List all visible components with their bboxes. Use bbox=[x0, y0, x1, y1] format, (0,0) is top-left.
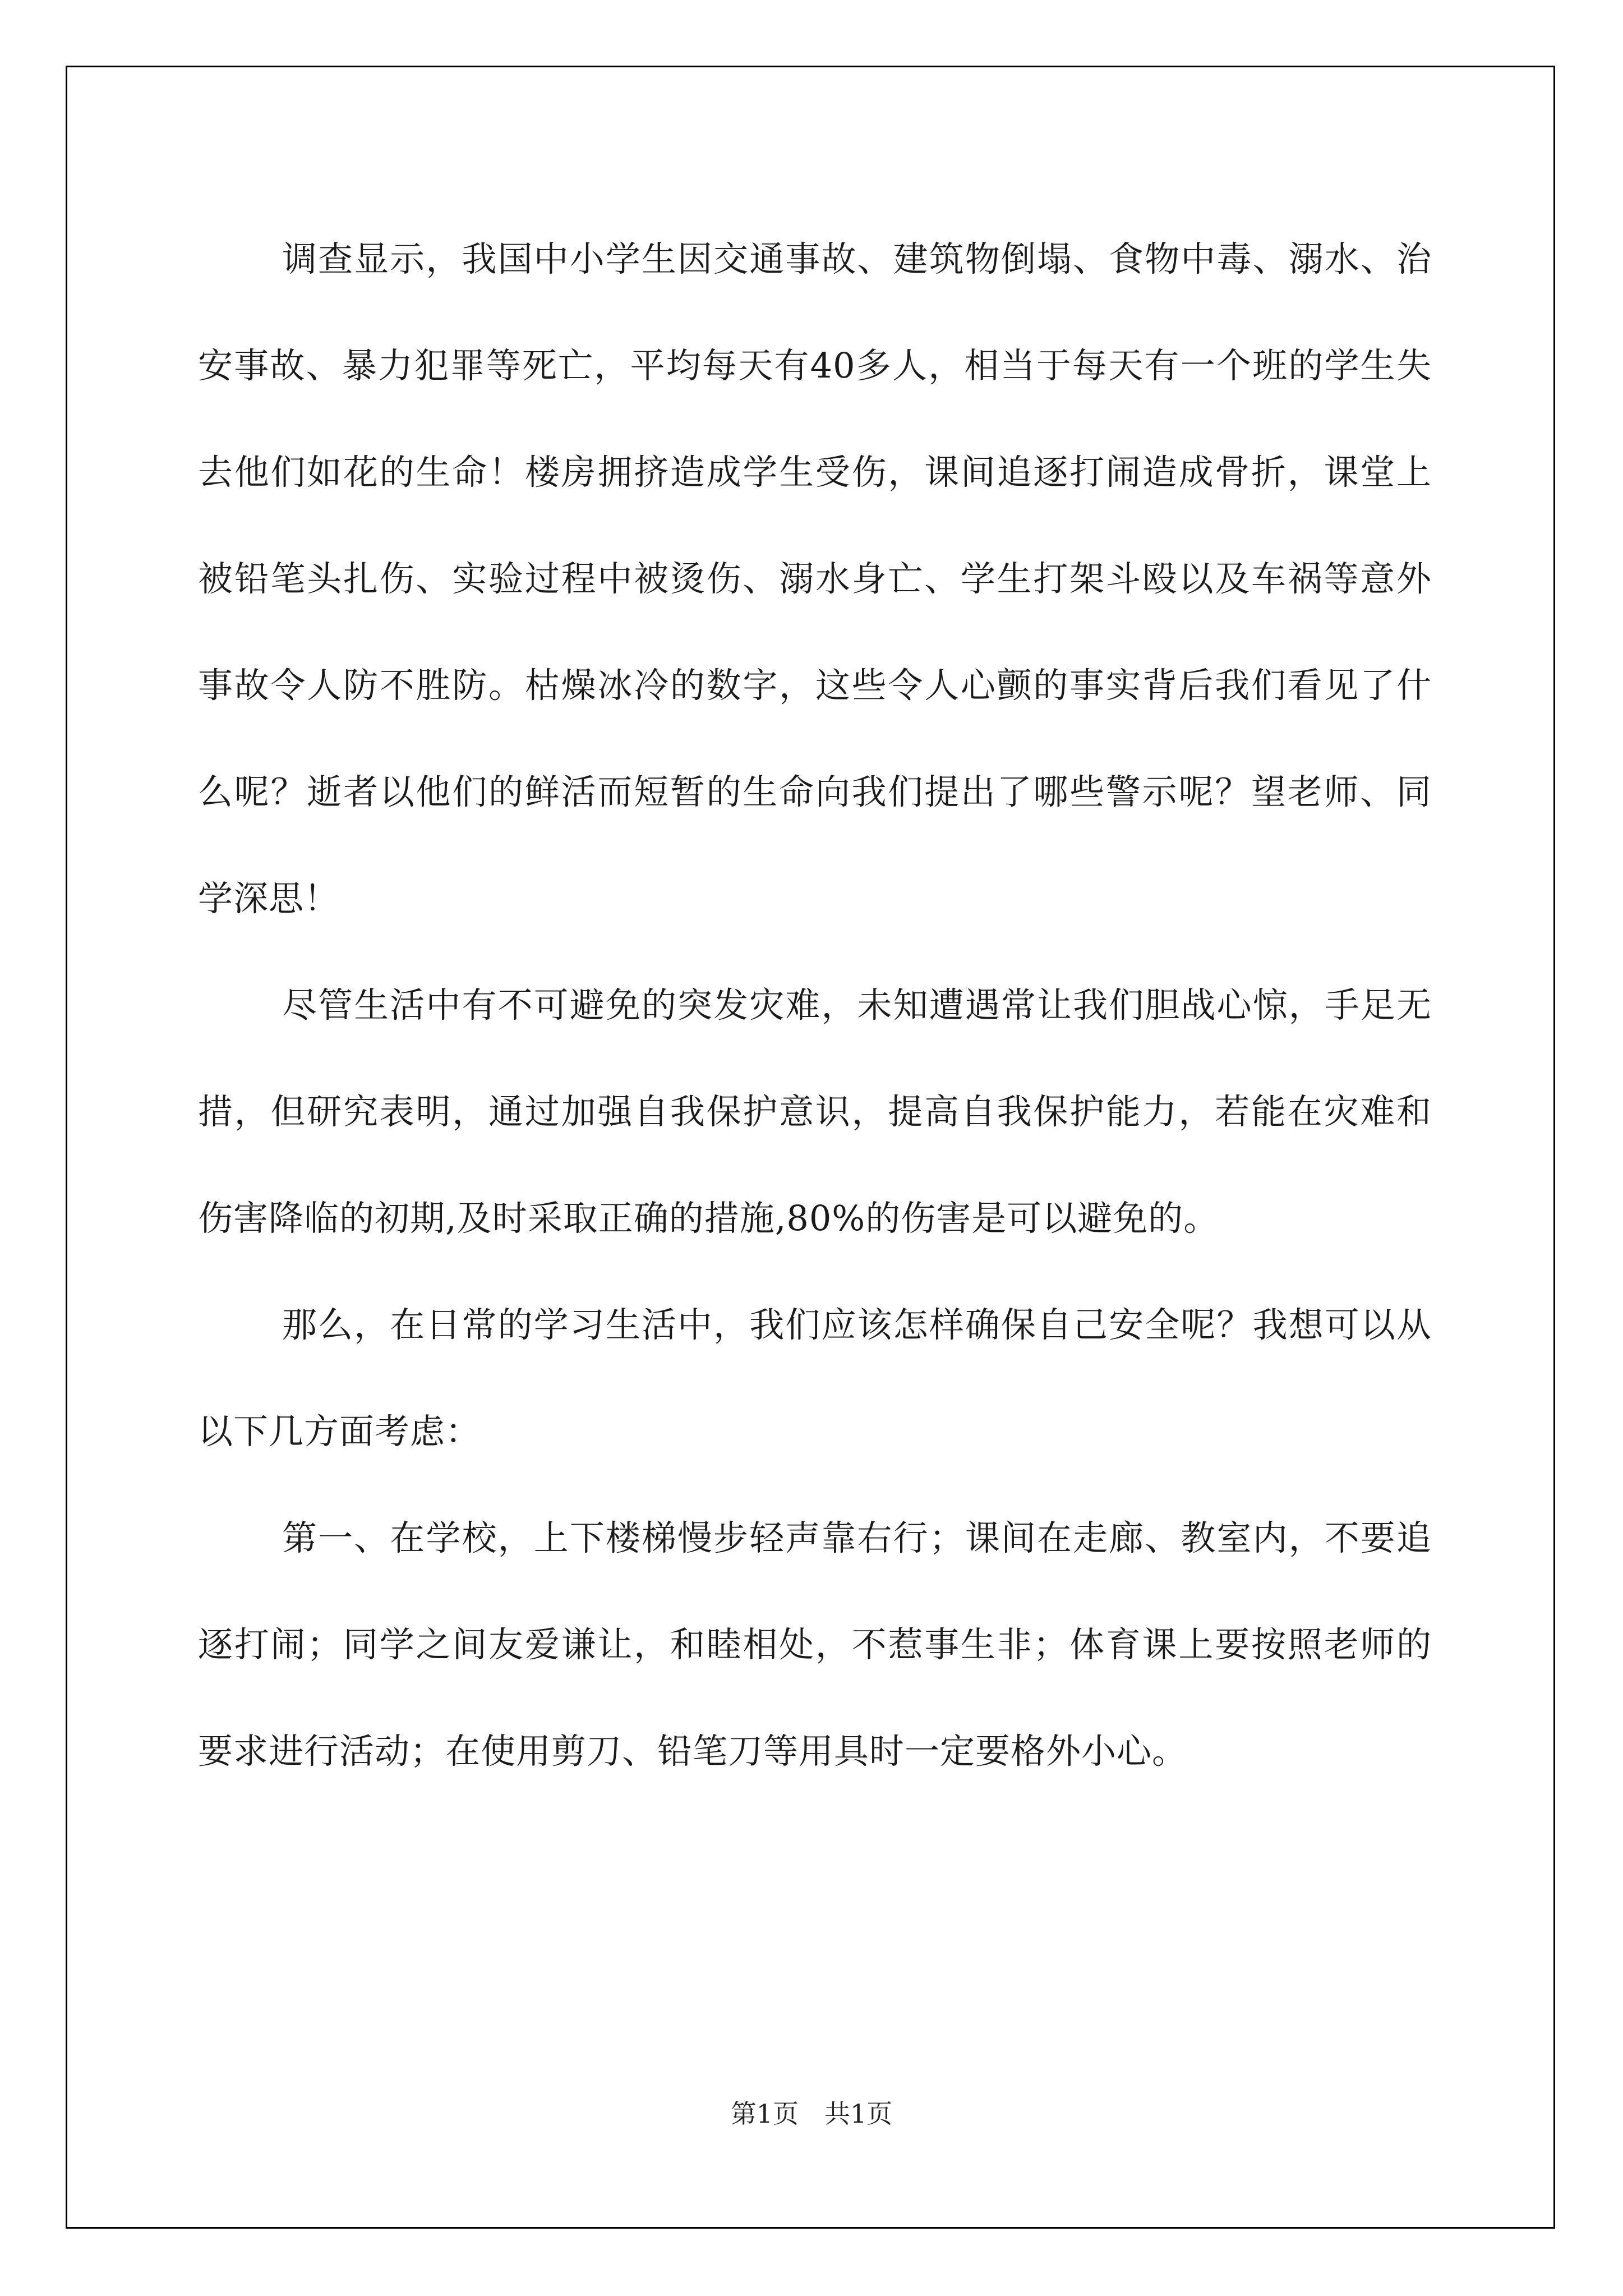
page-total: 共1页 bbox=[824, 2099, 893, 2129]
page-number: 第1页 bbox=[730, 2099, 799, 2129]
paragraph-2: 尽管生活中有不可避免的突发灾难，未知遭遇常让我们胆战心惊，手足无措，但研究表明，通过加强自我保护意识，提高自我保护能力，若能在灾难和伤害降临的初期,及时采取正确的措施,80%的伤害是可以避免的。 bbox=[198, 984, 1432, 1239]
paragraph-1: 调查显示，我国中小学生因交通事故、建筑物倒塌、食物中毒、溺水、治安事故、暴力犯罪等死亡，平均每天有40多人，相当于每天有一个班的学生失去他们如花的生命！楼房拥挤造成学生受伤，课间追逐打闹造成骨折，课堂上被铅笔头扎伤、实验过程中被烫伤、溺水身亡、学生打架斗殴以及车祸等意外事故令人防不胜防。枯燥冰冷的数字，这些令人心颤的事实背后我们看见了什么呢？逝者以他们的鲜活而短暂的生命向我们提出了哪些警示呢？望老师、同学深思！ bbox=[198, 238, 1432, 919]
page-footer bbox=[0, 2097, 1623, 2131]
paragraph-4: 第一、在学校，上下楼梯慢步轻声靠右行；课间在走廊、教室内，不要追逐打闹；同学之间友爱谦让，和睦相处，不惹事生非；体育课上要按照老师的要求进行活动；在使用剪刀、铅笔刀等用具时一定要格外小心。 bbox=[198, 1517, 1432, 1772]
paragraph-3: 那么，在日常的学习生活中，我们应该怎样确保自己安全呢？我想可以从以下几方面考虑： bbox=[198, 1304, 1432, 1452]
document-body bbox=[198, 206, 1432, 1805]
